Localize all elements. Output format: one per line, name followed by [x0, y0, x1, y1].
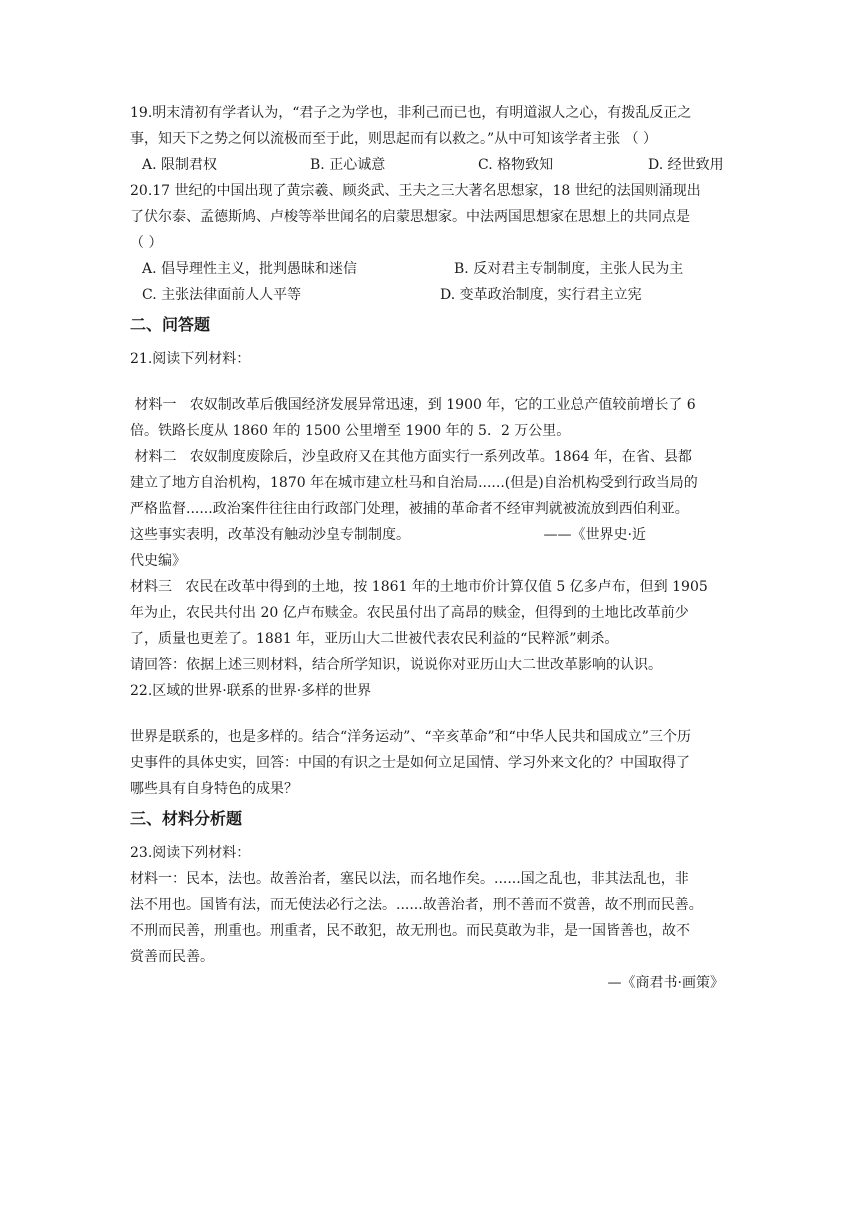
spacer [130, 372, 730, 392]
question-22-title: 22.区域的世界·联系的世界·多样的世界 [130, 683, 372, 699]
option-c: C. 主张法律面前人人平等 [142, 287, 302, 303]
question-21 [130, 346, 730, 678]
question-20-line-3: （ ） [130, 235, 163, 251]
material-1-line-1: 材料一：民本，法也。故善治者，塞民以法，而名地作矣。......国之乱也，非其法乱也，非 [130, 871, 689, 887]
question-20-options-row-2 [130, 282, 730, 308]
material-1-line-2: 倍。铁路长度从 1860 年的 1500 公里增至 1900 年的 5．2 万公里。 [130, 423, 571, 439]
question-19 [130, 100, 730, 178]
material-1-line-3: 不刑而民善，刑重也。刑重者，民不敢犯，故无刑也。而民莫敢为非，是一国皆善也，故不 [130, 923, 690, 939]
material-2-line-2: 建立了地方自治机构，1870 年在城市建立杜马和自治局......(但是)自治机构受到行政当局的 [130, 475, 698, 491]
exam-page [130, 100, 730, 996]
question-23-intro: 23.阅读下列材料： [130, 845, 251, 861]
question-20-line-2: 了伏尔泰、孟德斯鸠、卢梭等举世闻名的启蒙思想家。中法两国思想家在思想上的共同点是 [130, 209, 690, 225]
material-1-line-4: 赏善而民善。 [130, 949, 214, 965]
material-3-line-1: 材料三 农民在改革中得到的土地，按 1861 年的土地市价计算仅值 5 亿多卢布，但到 1905 [130, 579, 708, 595]
material-3-line-3: 了，质量也更差了。1881 年，亚历山大二世被代表农民利益的“民粹派”刺杀。 [130, 631, 619, 647]
question-23 [130, 840, 730, 996]
material-2-line-3: 严格监督......政治案件往往由行政部门处理，被捕的革命者不经审判就被流放到西伯利亚。 [130, 501, 689, 517]
question-21-ask: 请回答：依据上述三则材料，结合所学知识，说说你对亚历山大二世改革影响的认识。 [130, 657, 662, 673]
source-citation: —《商君书·画策》 [607, 975, 724, 991]
material-1-line-1: 材料一 农奴制改革后俄国经济发展异常迅速，到 1900 年，它的工业总产值较前增长了 6 [130, 397, 696, 413]
question-19-line-1: 19.明末清初有学者认为，“君子之为学也，非利己而已也，有明道淑人之心，有拨乱反正之 [130, 105, 692, 121]
question-19-options [130, 152, 730, 178]
question-21-intro: 21.阅读下列材料： [130, 351, 251, 367]
question-20-options-row-1 [130, 256, 730, 282]
option-a: A. 限制君权 [142, 157, 218, 173]
material-1-line-2: 法不用也。国皆有法，而无使法必行之法。......故善治者，刑不善而不赏善，故不刑而民善。 [130, 897, 703, 913]
option-b: B. 反对君主专制制度，主张人民为主 [454, 261, 684, 277]
option-b: B. 正心诚意 [310, 157, 386, 173]
question-19-line-2: 事，知天下之势之何以流极而至于此，则思起而有以救之。”从中可知该学者主张 （ ） [130, 131, 658, 147]
spacer [130, 704, 730, 724]
question-20 [130, 178, 730, 308]
material-2-line-4: 这些事实表明，改革没有触动沙皇专制制度。 ——《世界史·近 [130, 527, 646, 543]
section-heading-material-analysis: 三、材料分析题 [130, 809, 243, 828]
option-a: A. 倡导理性主义，批判愚昧和迷信 [142, 261, 358, 277]
section-heading-qa: 二、问答题 [130, 315, 211, 334]
question-22-line-1: 世界是联系的，也是多样的。结合“洋务运动”、“辛亥革命”和“中华人民共和国成立”三个历 [130, 729, 691, 745]
material-2-line-1: 材料二 农奴制度废除后，沙皇政府又在其他方面实行一系列改革。1864 年，在省、县都 [130, 449, 692, 465]
option-d: D. 经世致用 [648, 157, 724, 173]
material-3-line-2: 年为止，农民共付出 20 亿卢布赎金。农民虽付出了高昂的赎金，但得到的土地比改革前少 [130, 605, 689, 621]
question-22-line-3: 哪些具有自身特色的成果？ [130, 781, 298, 797]
question-22 [130, 678, 730, 802]
question-22-line-2: 史事件的具体史实，回答：中国的有识之士是如何立足国情、学习外来文化的？中国取得了 [130, 755, 690, 771]
material-2-line-5: 代史编》 [130, 553, 186, 569]
option-d: D. 变革政治制度，实行君主立宪 [440, 287, 642, 303]
question-20-line-1: 20.17 世纪的中国出现了黄宗羲、顾炎武、王夫之三大著名思想家，18 世纪的法国则涌现出 [130, 183, 701, 199]
option-c: C. 格物致知 [478, 157, 554, 173]
